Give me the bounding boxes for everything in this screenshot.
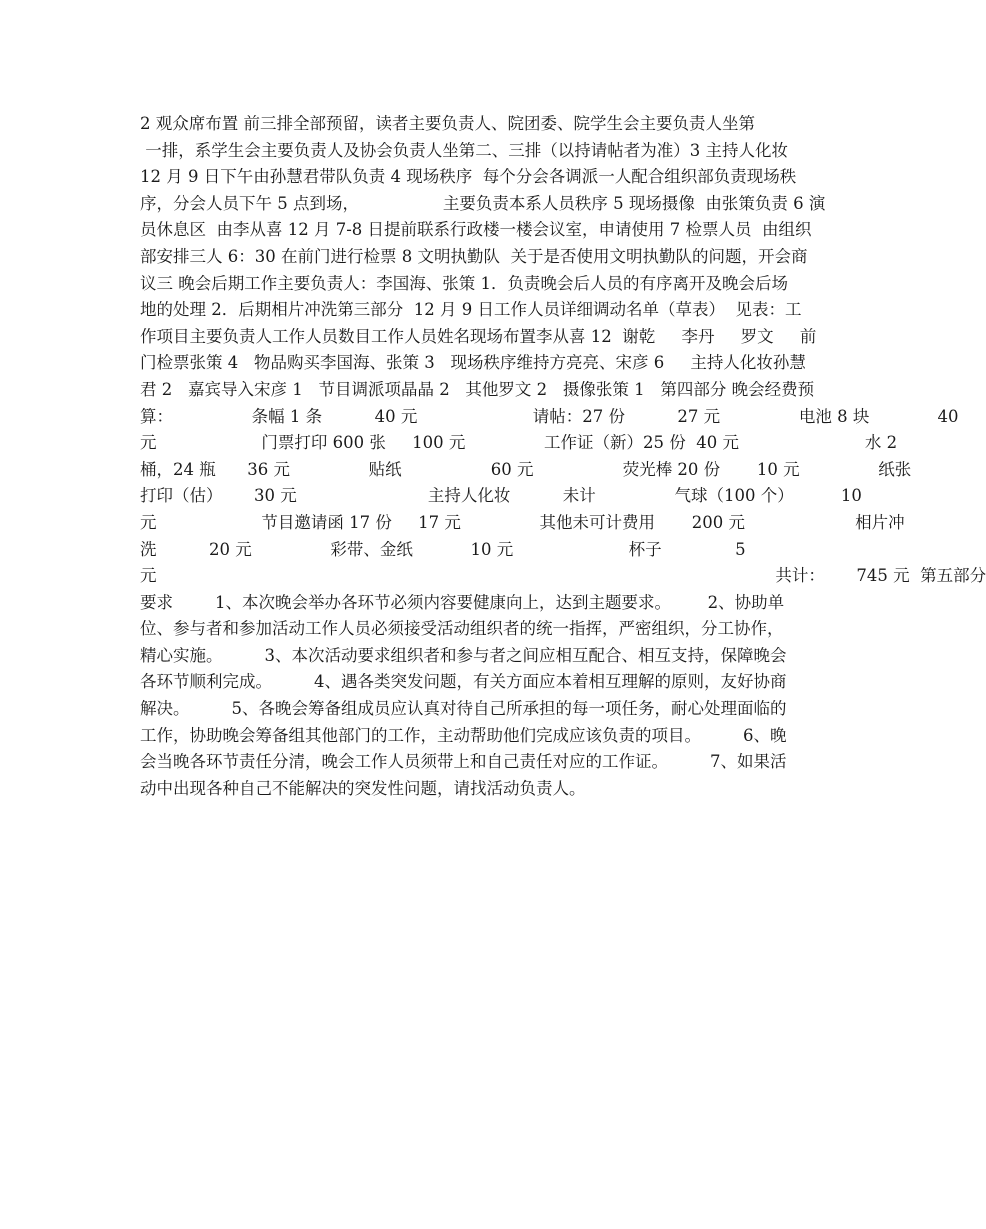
text-line: 动中出现各种自己不能解决的突发性问题，请找活动负责人。: [140, 778, 586, 798]
text-line: 议三 晚会后期工作主要负责人：李国海、张策 1．负责晚会后人员的有序离开及晚会后场: [140, 273, 788, 293]
text-line: 桶，24 瓶 36 元 贴纸 60 元 荧光棒 20 份 10 元 纸张: [140, 459, 912, 479]
text-line: 一排，系学生会主要负责人及协会负责人坐第二、三排（以持请帖者为准）3 主持人化妆: [140, 140, 788, 160]
text-line: 元 共计： 745 元 第五部分: [140, 566, 986, 586]
text-line: 位、参与者和参加活动工作人员必须接受活动组织者的统一指挥，严密组织，分工协作，: [140, 619, 784, 639]
text-line: 部安排三人 6：30 在前门进行检票 8 文明执勤队 关于是否使用文明执勤队的问题，开会商: [140, 246, 808, 266]
text-line: 门检票张策 4 物品购买李国海、张策 3 现场秩序维持方亮亮、宋彦 6 主持人化妆孙慧: [140, 353, 806, 373]
text-line: 君 2 嘉宾导入宋彦 1 节目调派项晶晶 2 其他罗文 2 摄像张策 1 第四部分 晚会经费预: [140, 379, 815, 399]
text-line: 序，分会人员下午 5 点到场， 主要负责本系人员秩序 5 现场摄像 由张策负责 6 演: [140, 193, 826, 213]
text-line: 员休息区 由李从喜 12 月 7-8 日提前联系行政楼一楼会议室，申请使用 7 检票人员 由组织: [140, 220, 812, 240]
text-line: 2 观众席布置 前三排全部预留，读者主要负责人、院团委、院学生会主要负责人坐第: [140, 114, 755, 133]
text-line: 12 月 9 日下午由孙慧君带队负责 4 现场秩序 每个分会各调派一人配合组织部负责现场秩: [140, 167, 797, 187]
text-line: 地的处理 2．后期相片冲洗第三部分 12 月 9 日工作人员详细调动名单（草表） 见表：工: [140, 300, 802, 320]
text-line: 作项目主要负责人工作人员数目工作人员姓名现场布置李从喜 12 谢乾 李丹 罗文 前: [140, 326, 817, 346]
text-line: 会当晚各环节责任分清，晚会工作人员须带上和自己责任对应的工作证。 7、如果活: [140, 752, 787, 772]
text-line: 算： 条幅 1 条 40 元 请帖：27 份 27 元 电池 8 块 40: [140, 406, 959, 426]
text-line: 打印（估） 30 元 主持人化妆 未计 气球（100 个） 10: [140, 486, 862, 506]
body-text: [140, 111, 986, 802]
text-line: 解决。 5、各晚会筹备组成员应认真对待自己所承担的每一项任务，耐心处理面临的: [140, 699, 787, 719]
text-line: 各环节顺利完成。 4、遇各类突发问题，有关方面应本着相互理解的原则，友好协商: [140, 672, 787, 692]
text-line: 精心实施。 3、本次活动要求组织者和参与者之间应相互配合、相互支持，保障晚会: [140, 645, 787, 665]
text-line: 工作，协助晚会筹备组其他部门的工作，主动帮助他们完成应该负责的项目。 6、晚: [140, 725, 787, 745]
text-line: 元 门票打印 600 张 100 元 工作证（新）25 份 40 元 水 2: [140, 433, 898, 453]
text-line: 元 节目邀请函 17 份 17 元 其他未可计费用 200 元 相片冲: [140, 512, 905, 532]
text-line: 洗 20 元 彩带、金纸 10 元 杯子 5: [140, 539, 746, 559]
text-line: 要求 1、本次晚会举办各环节必须内容要健康向上，达到主题要求。 2、协助单: [140, 592, 785, 612]
